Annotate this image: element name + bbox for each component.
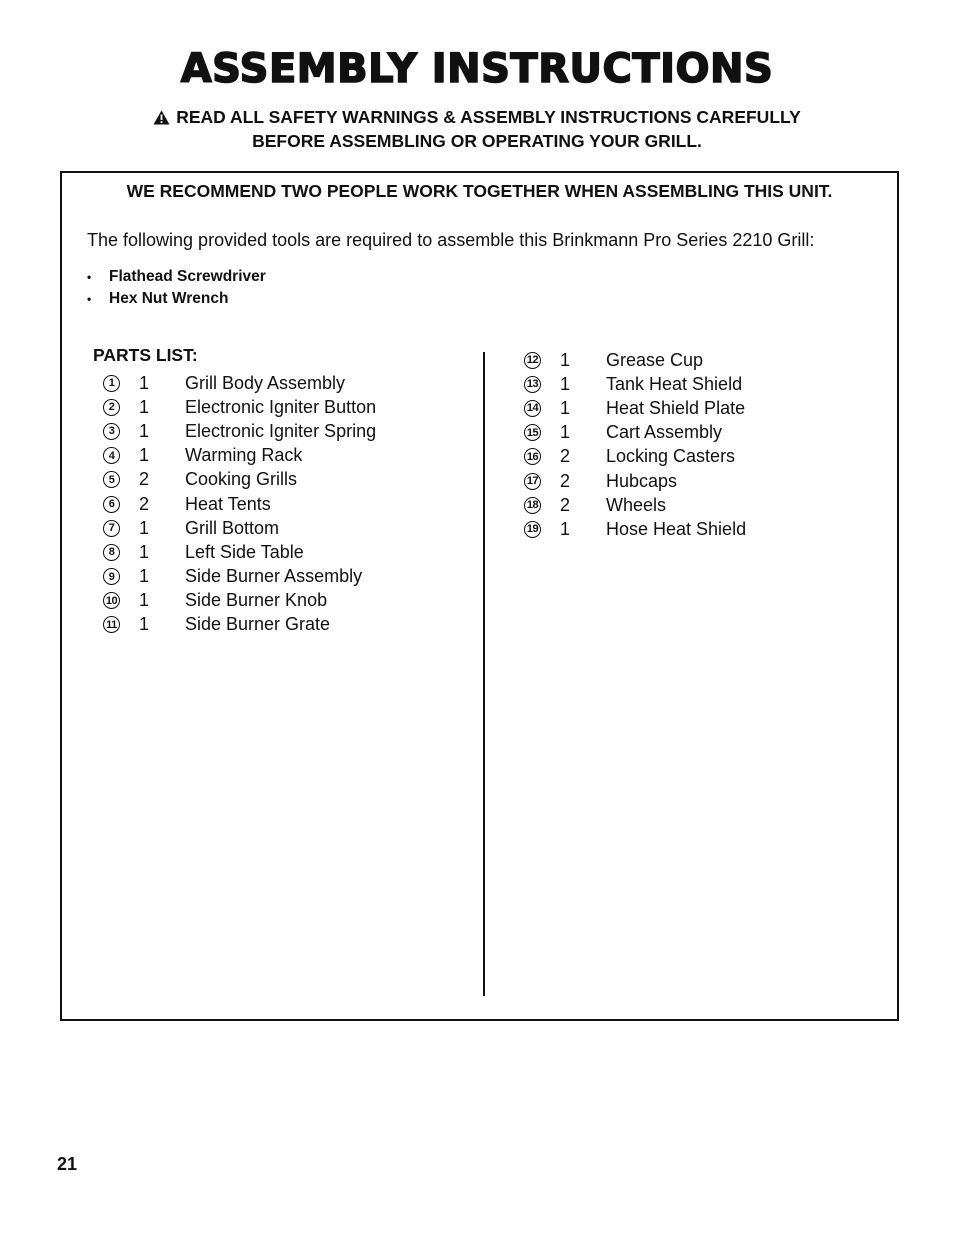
column-divider [483, 352, 485, 996]
part-quantity: 1 [139, 566, 150, 587]
part-quantity: 1 [139, 445, 150, 466]
part-number-badge: 14 [524, 400, 541, 417]
part-name: Electronic Igniter Button [185, 396, 377, 417]
part-number-badge: 4 [103, 447, 120, 464]
warning-text-line-2: BEFORE ASSEMBLING OR OPERATING YOUR GRILL. [252, 131, 702, 151]
warning-line-1 [0, 106, 954, 130]
part-number-badge: 1 [103, 375, 120, 392]
tool-item [87, 288, 266, 310]
part-row [524, 517, 747, 541]
page-number: 21 [57, 1154, 78, 1174]
part-row [524, 348, 704, 372]
part-name: Grill Bottom [185, 517, 280, 538]
part-quantity: 1 [139, 396, 150, 417]
part-number-badge: 15 [524, 424, 541, 441]
part-quantity: 1 [560, 373, 571, 394]
part-number-badge: 18 [524, 497, 541, 514]
part-name: Grease Cup [606, 349, 704, 370]
part-quantity: 2 [139, 469, 150, 490]
part-row [524, 396, 746, 420]
part-number-badge: 2 [103, 399, 120, 416]
part-number-badge: 7 [103, 520, 120, 537]
part-quantity: 1 [560, 397, 571, 418]
part-quantity: 1 [560, 422, 571, 443]
part-row [103, 589, 328, 613]
part-name: Electronic Igniter Spring [185, 420, 377, 441]
part-row [524, 421, 723, 445]
part-number-badge: 12 [524, 352, 541, 369]
part-row [103, 419, 377, 443]
part-name: Grill Body Assembly [185, 372, 346, 393]
part-quantity: 1 [560, 518, 571, 539]
part-row [524, 372, 743, 396]
part-name: Left Side Table [185, 541, 304, 562]
part-name: Heat Shield Plate [606, 397, 746, 418]
part-row [103, 444, 303, 468]
part-quantity: 2 [560, 446, 571, 467]
part-row [103, 516, 280, 540]
tool-label: Flathead Screwdriver [109, 268, 266, 285]
safety-warning [0, 106, 954, 152]
tool-label: Hex Nut Wrench [109, 290, 229, 307]
part-quantity: 1 [139, 614, 150, 635]
part-row [524, 445, 736, 469]
part-name: Heat Tents [185, 493, 271, 514]
tools-list [87, 266, 266, 310]
part-number-badge: 17 [524, 473, 541, 490]
part-number-badge: 13 [524, 376, 541, 393]
part-row [524, 469, 678, 493]
part-row [103, 492, 271, 516]
part-number-badge: 9 [103, 568, 120, 585]
part-quantity: 1 [139, 517, 150, 538]
part-number-badge: 10 [103, 592, 120, 609]
part-name: Hubcaps [606, 470, 678, 491]
tools-intro-text: The following provided tools are required to assemble this Brinkmann Pro Series 2210 Grill: [87, 230, 815, 250]
part-quantity: 1 [139, 541, 150, 562]
part-row [103, 371, 346, 395]
part-number-badge: 19 [524, 521, 541, 538]
part-name: Hose Heat Shield [606, 518, 747, 539]
part-name: Wheels [606, 494, 667, 515]
part-row [524, 493, 667, 517]
part-number-badge: 16 [524, 448, 541, 465]
part-quantity: 1 [139, 420, 150, 441]
part-name: Tank Heat Shield [606, 373, 743, 394]
part-quantity: 1 [139, 590, 150, 611]
bullet-icon: • [87, 270, 92, 284]
part-number-badge: 5 [103, 471, 120, 488]
part-number-badge: 8 [103, 544, 120, 561]
part-name: Side Burner Grate [185, 614, 331, 635]
part-name: Warming Rack [185, 445, 303, 466]
warning-text-line-1: READ ALL SAFETY WARNINGS & ASSEMBLY INSTRUCTIONS CAREFULLY [176, 107, 801, 127]
part-row [103, 395, 377, 419]
part-quantity: 2 [560, 494, 571, 515]
part-number-badge: 6 [103, 496, 120, 513]
tool-item [87, 266, 266, 288]
part-quantity: 1 [560, 349, 571, 370]
part-row [103, 540, 304, 564]
part-row [103, 565, 363, 589]
part-name: Locking Casters [606, 446, 736, 467]
part-number-badge: 11 [103, 616, 120, 633]
parts-list-left [103, 371, 377, 637]
part-name: Side Burner Assembly [185, 566, 363, 587]
part-row [103, 613, 331, 637]
part-name: Cooking Grills [185, 469, 298, 490]
parts-list-right [524, 348, 747, 542]
bullet-icon: • [87, 292, 92, 306]
part-name: Side Burner Knob [185, 590, 328, 611]
part-quantity: 2 [560, 470, 571, 491]
recommendation-text: WE RECOMMEND TWO PEOPLE WORK TOGETHER WHEN ASSEMBLING THIS UNIT. [126, 181, 833, 201]
warning-triangle-icon [153, 108, 170, 130]
part-quantity: 2 [139, 493, 150, 514]
instructions-box [60, 171, 899, 1021]
part-name: Cart Assembly [606, 422, 723, 443]
parts-list-heading: PARTS LIST: [93, 345, 198, 365]
part-quantity: 1 [139, 372, 150, 393]
page-title: ASSEMBLY INSTRUCTIONS [180, 46, 774, 92]
part-number-badge: 3 [103, 423, 120, 440]
part-row [103, 468, 298, 492]
